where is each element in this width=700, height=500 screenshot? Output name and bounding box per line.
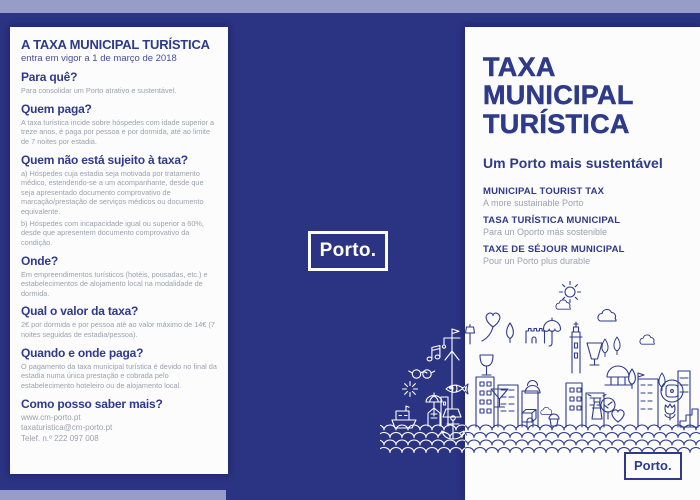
porto-logo-center [308, 231, 388, 271]
porto-logo-text: Porto. [319, 240, 377, 261]
section-onde [21, 254, 217, 299]
city-illustration [380, 281, 700, 456]
section-heading: Quem paga? [21, 101, 92, 116]
section-isencoes [21, 153, 217, 248]
section-paragraph: Para consolidar um Porto atrativo e sustentável. [21, 86, 177, 95]
section-paragraph: A taxa turística incide sobre hóspedes com idade superior a treze anos, é paga por pessoa e por dormida, até ao limite de 7 noites por estadia. [21, 117, 215, 146]
section-paragraph: O pagamento da taxa municipal turística é devido no final da estadia numa única prestação e cobrada pelo estabelecimento hoteleiro ou de alojamento local. [21, 361, 217, 390]
section-saber-mais [21, 397, 217, 445]
translation-sub-es: Para un Oporto más sostenible [483, 227, 608, 238]
city-art-white-part [380, 282, 700, 453]
translation-heading-en: MUNICIPAL TOURIST TAX [483, 186, 605, 198]
phone-text: Telef. n.º 222 097 008 [21, 434, 99, 444]
translation-sub-fr: Pour un Porto plus durable [483, 256, 591, 267]
section-valor [21, 304, 217, 339]
section-paragraph: a) Hóspedes cuja estadia seja motivada por tratamento médico, estendendo-se a um acompanhante, desde que seja apresentado documento comprovativo de marcação/prestação de serviços médicos ou documento equivalente. [21, 168, 204, 216]
top-periwinkle-band [0, 0, 700, 13]
section-heading: Qual o valor da taxa? [21, 304, 139, 319]
cover-title-line: TURÍSTICA [483, 108, 630, 139]
cover-title-line: TAXA [483, 52, 556, 82]
website-text: www.cm-porto.pt [21, 412, 81, 422]
section-heading: Onde? [21, 253, 58, 268]
section-heading: Quem não está sujeito à taxa? [21, 152, 188, 167]
translations [483, 186, 686, 266]
cover-title-line: MUNICIPAL [483, 80, 634, 111]
translation-heading-es: TASA TURÍSTICA MUNICIPAL [483, 215, 621, 227]
left-page [10, 27, 228, 474]
email-text: taxaturistica@cm-porto.pt [21, 423, 113, 433]
section-quem-paga [21, 102, 217, 147]
cover-title [483, 53, 686, 138]
city-art-navy-part [380, 282, 700, 453]
section-paragraph: 2€ por dormida e por pessoa até ao valor máximo de 14€ (7 noites seguidas de estadia/pessoa). [21, 320, 215, 339]
section-heading: Como posso saber mais? [21, 396, 163, 411]
translation-sub-en: A more sustainable Porto [483, 198, 584, 209]
cover-subtitle: Um Porto mais sustentável [483, 155, 663, 172]
section-heading: Para quê? [21, 70, 78, 84]
bottom-periwinkle-band [0, 490, 226, 500]
porto-logo-cover [624, 452, 682, 480]
section-paragraph: Em empreendimentos turísticos (hotéis, pousadas, etc.) e estabelecimentos de alojamento local na modalidade de dormida. [21, 269, 208, 298]
porto-logo-text: Porto. [634, 458, 672, 473]
section-paragraph: b) Hóspedes com incapacidade igual ou superior a 60%, desde que apresentem documento comprovativo da condição. [21, 218, 204, 247]
effective-date: entra em vigor a 1 de março de 2018 [21, 53, 177, 64]
section-quando [21, 346, 217, 391]
translation-heading-fr: TAXE DE SÉJOUR MUNICIPAL [483, 244, 625, 256]
left-page-title: A TAXA MUNICIPAL TURÍSTICA [21, 37, 210, 52]
section-para-que [21, 70, 217, 96]
section-heading: Quando e onde paga? [21, 345, 144, 360]
